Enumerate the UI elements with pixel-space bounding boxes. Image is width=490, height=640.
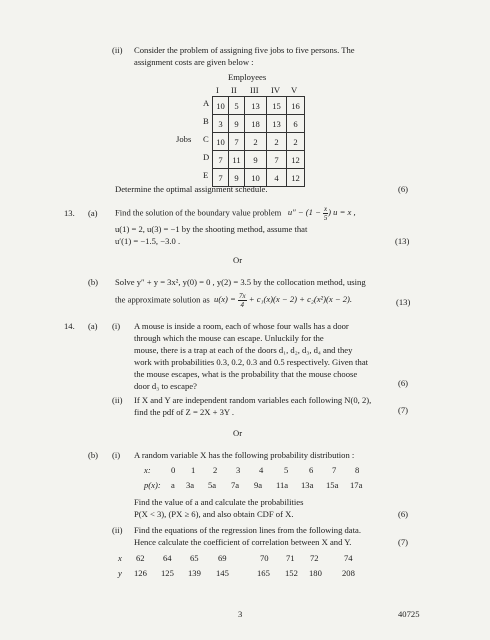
col-header: IV <box>271 85 281 95</box>
q14b-i-marks: (6) <box>398 509 409 519</box>
p-label: p(x): <box>144 480 161 490</box>
yr-value: 152 <box>285 568 298 578</box>
p-value: 9a <box>254 480 263 490</box>
page-number: 3 <box>238 609 243 619</box>
q13b-marks: (13) <box>396 297 411 307</box>
q14b-label: (b) <box>88 450 99 460</box>
p-value: 3a <box>186 480 195 490</box>
q13a-line1 <box>115 205 356 222</box>
cost-cell: 13 <box>245 97 267 115</box>
q13a-label: (a) <box>88 208 98 218</box>
xr-label: x <box>118 553 122 563</box>
x-value: 5 <box>284 465 289 475</box>
q12-ii-line2: assignment costs are given below : <box>134 57 254 67</box>
cost-cell: 10 <box>213 97 229 115</box>
q14a-i-line: the mouse escapes, what is the probability that the mouse choose <box>134 369 358 379</box>
row-label: A <box>203 98 210 108</box>
q13a-line1-text: Find the solution of the boundary value problem <box>115 207 282 218</box>
p-value: 13a <box>301 480 314 490</box>
row-label: E <box>203 170 209 180</box>
q14-number: 14. <box>64 321 75 331</box>
cost-cell: 3 <box>213 115 229 133</box>
x-value: 4 <box>259 465 264 475</box>
q14a-ii-label: (ii) <box>112 395 123 405</box>
row-label: D <box>203 152 210 162</box>
q13a-equation: u″ − (1 − $\frac{x}{5}$ ) u = x , <box>283 205 356 222</box>
p-value: 11a <box>276 480 289 490</box>
cost-table <box>212 96 305 187</box>
q14-or: Or <box>233 428 243 438</box>
q13b-line2 <box>115 292 352 309</box>
q14b-i-line: A random variable X has the following probability distribution : <box>134 450 355 460</box>
cost-cell: 9 <box>229 115 245 133</box>
q14a-ii-line: If X and Y are independent random variables each following N(0, 2), <box>134 395 372 405</box>
xr-value: 69 <box>218 553 227 563</box>
xr-value: 62 <box>136 553 145 563</box>
cost-cell: 18 <box>245 115 267 133</box>
cost-cell: 2 <box>287 133 305 151</box>
p-value: 7a <box>231 480 240 490</box>
xr-value: 65 <box>190 553 199 563</box>
p-value: a <box>171 480 175 490</box>
q14b-i-find2: P(X < 3), (PX ≥ 6), and also obtain CDF of X. <box>134 509 294 519</box>
q14a-label: (a) <box>88 321 98 331</box>
xr-value: 71 <box>286 553 295 563</box>
table-row <box>213 151 305 169</box>
xr-value: 70 <box>260 553 269 563</box>
q14a-ii-line: find the pdf of Z = 2X + 3Y . <box>134 407 235 417</box>
col-header: I <box>216 85 219 95</box>
jobs-title: Jobs <box>176 134 192 144</box>
row-label: B <box>203 116 209 126</box>
yr-value: 180 <box>309 568 322 578</box>
q14b-i-label: (i) <box>112 450 121 460</box>
q13a-line2: u(1) = 2, u(3) = −1 by the shooting method, assume that <box>115 224 308 234</box>
q13a-line3: u′(1) = −1.5, −3.0 . <box>115 236 181 246</box>
q14a-i-line: door d₃ to escape? <box>134 381 197 391</box>
cost-cell: 2 <box>267 133 287 151</box>
q13b-line2-text: the approximate solution as <box>115 294 210 305</box>
yr-label: y <box>118 568 122 578</box>
yr-value: 126 <box>134 568 147 578</box>
cost-cell: 12 <box>287 151 305 169</box>
p-value: 17a <box>350 480 363 490</box>
cost-cell: 10 <box>245 169 267 187</box>
x-value: 6 <box>309 465 314 475</box>
p-value: 15a <box>326 480 339 490</box>
table-row <box>213 97 305 115</box>
cost-cell: 7 <box>213 151 229 169</box>
cost-cell: 10 <box>213 133 229 151</box>
cost-cell: 9 <box>229 169 245 187</box>
paper-code: 40725 <box>398 609 420 619</box>
q13b-line1: Solve y″ + y = 3x², y(0) = 0 , y(2) = 3.5 by the collocation method, using <box>115 277 366 287</box>
x-value: 2 <box>213 465 218 475</box>
q13b-equation: u(x) = $\frac{7x}{4}$ + c₁(x)(x − 2) + c₂(x²)(x − 2). <box>211 292 353 309</box>
yr-value: 145 <box>216 568 229 578</box>
yr-value: 165 <box>257 568 270 578</box>
q14b-ii-line2: Hence calculate the coefficient of correlation between X and Y. <box>134 537 352 547</box>
q12-ii-line1: Consider the problem of assigning five jobs to five persons. The <box>134 45 355 55</box>
x-value: 7 <box>332 465 337 475</box>
cost-cell: 7 <box>229 133 245 151</box>
x-value: 0 <box>171 465 176 475</box>
col-header: V <box>291 85 298 95</box>
cost-cell: 15 <box>267 97 287 115</box>
cost-cell: 9 <box>245 151 267 169</box>
q13-or: Or <box>233 255 243 265</box>
cost-cell: 5 <box>229 97 245 115</box>
q14b-ii-line1: Find the equations of the regression lines from the following data. <box>134 525 361 535</box>
yr-value: 125 <box>161 568 174 578</box>
q13-number: 13. <box>64 208 75 218</box>
q12-marks: (6) <box>398 184 409 194</box>
row-label: C <box>203 134 209 144</box>
q14b-ii-label: (ii) <box>112 525 123 535</box>
q14a-i-line: mouse, there is a trap at each of the doors d₁, d₂, d₃, d₄ and they <box>134 345 353 355</box>
cost-cell: 4 <box>267 169 287 187</box>
xr-value: 74 <box>344 553 353 563</box>
q12-ii-label: (ii) <box>112 45 123 55</box>
q13a-marks: (13) <box>395 236 410 246</box>
cost-cell: 6 <box>287 115 305 133</box>
cost-cell: 12 <box>287 169 305 187</box>
employees-title: Employees <box>228 72 267 82</box>
cost-cell: 13 <box>267 115 287 133</box>
q14b-ii-marks: (7) <box>398 537 409 547</box>
x-label: x: <box>144 465 151 475</box>
cost-cell: 7 <box>267 151 287 169</box>
yr-value: 139 <box>188 568 201 578</box>
x-value: 8 <box>355 465 360 475</box>
x-value: 3 <box>236 465 241 475</box>
cost-cell: 11 <box>229 151 245 169</box>
table-row <box>213 133 305 151</box>
cost-cell: 7 <box>213 169 229 187</box>
q14a-i-line: through which the mouse can escape. Unluckily for the <box>134 333 324 343</box>
p-value: 5a <box>208 480 217 490</box>
q13b-label: (b) <box>88 277 99 287</box>
q14a-ii-marks: (7) <box>398 405 409 415</box>
col-header: III <box>250 85 259 95</box>
col-header: II <box>231 85 237 95</box>
q14a-i-label: (i) <box>112 321 121 331</box>
yr-value: 208 <box>342 568 355 578</box>
xr-value: 64 <box>163 553 172 563</box>
q14a-i-line: work with probabilities 0.3, 0.2, 0.3 and 0.5 respectively. Given that <box>134 357 369 367</box>
x-value: 1 <box>191 465 196 475</box>
xr-value: 72 <box>310 553 319 563</box>
table-row <box>213 115 305 133</box>
q14a-i-marks: (6) <box>398 378 409 388</box>
cost-cell: 2 <box>245 133 267 151</box>
q14b-i-find1: Find the value of a and calculate the probabilities <box>134 497 304 507</box>
cost-cell: 16 <box>287 97 305 115</box>
q12-closing: Determine the optimal assignment schedule. <box>115 184 268 194</box>
q14a-i-line: A mouse is inside a room, each of whose four walls has a door <box>134 321 349 331</box>
